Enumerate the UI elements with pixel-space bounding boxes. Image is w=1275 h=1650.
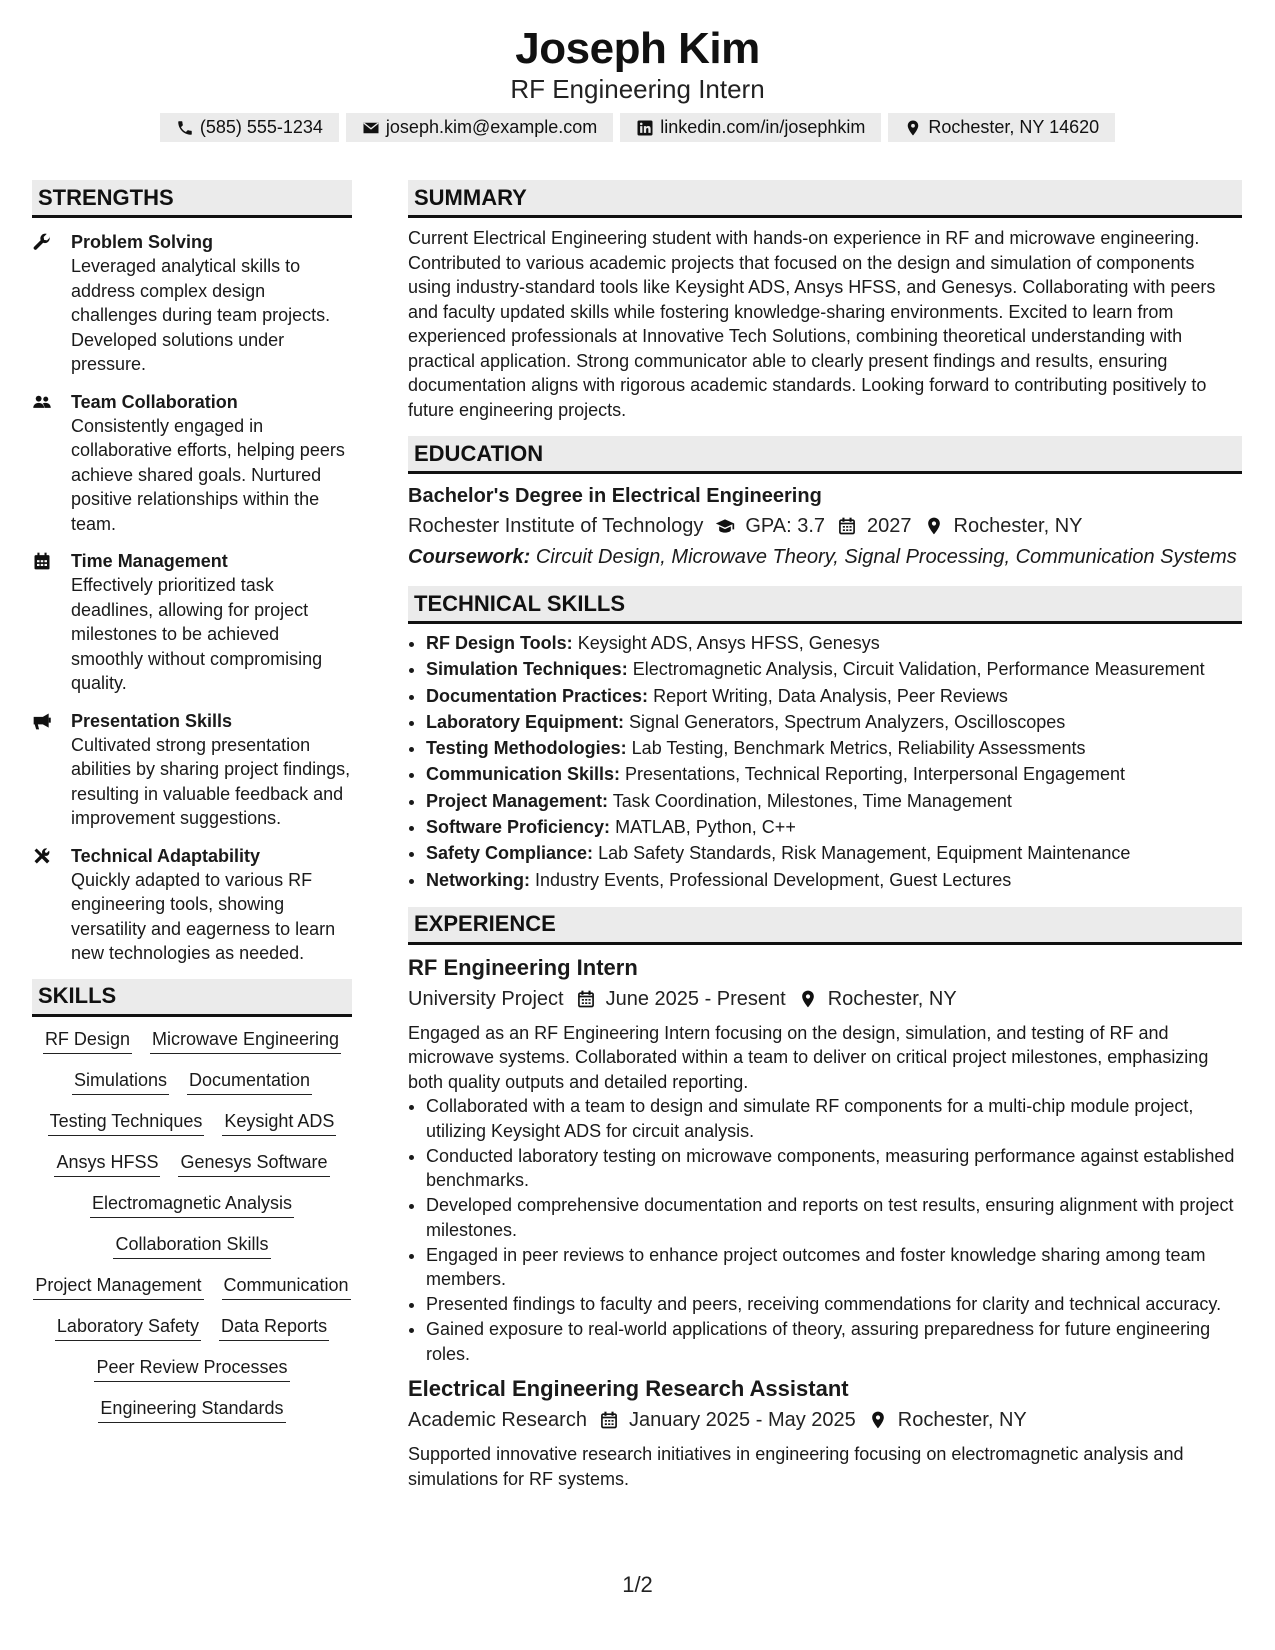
candidate-title: RF Engineering Intern <box>510 74 765 104</box>
phone-icon <box>176 119 194 137</box>
job-dates: January 2025 - May 2025 <box>628 1409 856 1432</box>
strength-item <box>32 709 352 831</box>
skill-label: Project Management: <box>426 790 609 811</box>
skill-label: Safety Compliance: <box>426 843 594 864</box>
location-contact <box>888 113 1115 142</box>
list-item <box>426 761 1242 787</box>
linkedin-contact[interactable] <box>620 113 881 142</box>
job-bullets <box>408 1094 1242 1366</box>
strength-item <box>32 390 352 537</box>
map-pin-icon <box>904 119 922 137</box>
strength-desc: Effectively prioritized task deadlines, allowing for project milestones to be achieved smoothly without compromising quality. <box>71 575 323 693</box>
list-item <box>426 656 1242 682</box>
skill-tag: Peer Review Processes <box>94 1355 289 1382</box>
linkedin-icon <box>636 119 654 137</box>
skill-value: Keysight ADS, Ansys HFSS, Genesys <box>577 633 880 653</box>
skill-value: Task Coordination, Milestones, Time Management <box>612 790 1012 811</box>
email-contact[interactable] <box>346 113 613 142</box>
skill-tag: Engineering Standards <box>98 1396 285 1423</box>
list-item: • Engaged in peer reviews to enhance project outcomes and foster knowledge sharing among team members. <box>426 1243 1242 1292</box>
skill-value: Electromagnetic Analysis, Circuit Validation, Performance Measurement <box>632 659 1205 680</box>
job-entry <box>408 1374 1242 1491</box>
phone-text: (585) 555-1234 <box>199 117 323 137</box>
education-location: Rochester, NY <box>953 515 1083 537</box>
skill-label: Software Proficiency: <box>426 817 611 838</box>
map-pin-icon <box>868 1410 888 1430</box>
strength-title: Problem Solving <box>71 232 214 252</box>
wrench-icon <box>32 230 71 377</box>
education-meta <box>408 510 1242 542</box>
strength-desc: Consistently engaged in collaborative efforts, helping peers achieve shared goals. Nurtured positive relationships within the team. <box>71 415 345 534</box>
skill-value: Report Writing, Data Analysis, Peer Reviews <box>653 685 1008 706</box>
education-heading: EDUCATION <box>408 436 1242 474</box>
skill-value: Lab Testing, Benchmark Metrics, Reliability Assessments <box>631 738 1086 759</box>
summary-heading: SUMMARY <box>408 180 1242 218</box>
page-number: 1/2 <box>622 1572 653 1597</box>
experience-heading: EXPERIENCE <box>408 907 1242 945</box>
list-item <box>426 788 1242 814</box>
linkedin-text: linkedin.com/in/josephkim <box>660 117 866 137</box>
strengths-heading: STRENGTHS <box>32 180 352 218</box>
job-title: Electrical Engineering Research Assistant <box>408 1376 849 1402</box>
list-item <box>426 867 1242 893</box>
job-location: Rochester, NY <box>897 1409 1027 1432</box>
strength-item <box>32 549 352 696</box>
degree-title: Bachelor's Degree in Electrical Engineering <box>408 485 822 507</box>
skill-label: Documentation Practices: <box>426 685 649 706</box>
school-name: Rochester Institute of Technology <box>408 515 704 537</box>
tools-icon <box>32 844 71 966</box>
coursework-list: Circuit Design, Microwave Theory, Signal Processing, Communication Systems <box>535 546 1237 568</box>
users-icon <box>32 390 71 537</box>
list-item: • Conducted laboratory testing on microwave components, measuring performance against established benchmarks. <box>426 1144 1242 1193</box>
skill-label: Communication Skills: <box>426 764 621 785</box>
skill-tag: Documentation <box>187 1068 312 1095</box>
skill-tag: Electromagnetic Analysis <box>90 1191 294 1218</box>
list-item: • Gained exposure to real-world applications of theory, assuring preparedness for future engineering roles. <box>426 1317 1242 1366</box>
job-title: RF Engineering Intern <box>408 954 638 980</box>
skill-value: MATLAB, Python, C++ <box>615 817 796 838</box>
technical-skills-list <box>408 630 1242 893</box>
job-description: Supported innovative research initiatives in engineering focusing on electromagnetic analysis and simulations for RF systems. <box>408 1444 1184 1489</box>
location-text: Rochester, NY 14620 <box>928 117 1100 137</box>
list-item: • Developed comprehensive documentation and reports on test results, ensuring alignment with project milestones. <box>426 1193 1242 1242</box>
strength-desc: Cultivated strong presentation abilities by sharing project findings, resulting in valuable feedback and improvement suggestions. <box>71 734 351 828</box>
skill-value: Signal Generators, Spectrum Analyzers, Oscilloscopes <box>629 711 1066 732</box>
strength-desc: Quickly adapted to various RF engineering tools, showing versatility and eagerness to learn new technologies as needed. <box>71 869 336 963</box>
skill-tag: Data Reports <box>219 1314 329 1341</box>
education-entry <box>408 482 1242 572</box>
candidate-name: Joseph Kim <box>515 24 760 73</box>
calendar-icon <box>32 549 71 696</box>
gpa-text: GPA: 3.7 <box>745 515 826 537</box>
job-description: Engaged as an RF Engineering Intern focusing on the design, simulation, and testing of RF and microwave systems. Collaborated within a team to deliver on critical project milestones, emphasizing both quality outputs and detailed reporting. <box>408 1022 1209 1092</box>
calendar-icon <box>576 989 596 1009</box>
technical-skills-heading: TECHNICAL SKILLS <box>408 586 1242 624</box>
job-org: Academic Research <box>408 1409 587 1432</box>
strength-title: Time Management <box>71 551 228 571</box>
skill-label: RF Design Tools: <box>426 633 573 653</box>
summary-text: Current Electrical Engineering student with hands-on experience in RF and microwave engineering. Contributed to various academic projects that focused on the design and simulation of components using industry-standard tools like Keysight ADS, Ansys HFSS, and Genesys. Collaborating with peers and faculty updated skills while fostering knowledge-sharing environments. Excited to learn from experienced professionals at Innovative Tech Solutions, combining theoretical understanding with practical application. Strong communicator able to clearly present findings and results, ensuring documentation aligns with rigorous academic standards. Looking forward to contributing positively to future engineering projects. <box>408 228 1216 420</box>
skill-tag: RF Design <box>43 1027 132 1054</box>
right-column <box>408 180 1242 1491</box>
list-item <box>426 840 1242 866</box>
strengths-list <box>32 230 352 966</box>
skill-tag: Microwave Engineering <box>150 1027 341 1054</box>
envelope-icon <box>362 119 380 137</box>
skill-tag: Genesys Software <box>178 1150 329 1177</box>
skills-heading: SKILLS <box>32 979 352 1017</box>
skill-tag: Simulations <box>72 1068 169 1095</box>
calendar-icon <box>599 1410 619 1430</box>
strength-item <box>32 844 352 966</box>
left-column <box>32 180 352 1423</box>
strength-title: Technical Adaptability <box>71 845 261 866</box>
calendar-icon <box>837 516 857 536</box>
skill-tag: Project Management <box>33 1273 203 1300</box>
skill-tag: Collaboration Skills <box>113 1232 270 1259</box>
skill-label: Simulation Techniques: <box>426 659 628 680</box>
coursework <box>408 542 1242 572</box>
list-item: • Collaborated with a team to design and simulate RF components for a multi-chip module project, utilizing Keysight ADS for circuit analysis. <box>426 1094 1242 1143</box>
job-location: Rochester, NY <box>827 987 957 1010</box>
job-meta <box>408 983 1242 1015</box>
skill-tag: Testing Techniques <box>48 1109 205 1136</box>
email-text: joseph.kim@example.com <box>385 117 598 137</box>
megaphone-icon <box>32 709 71 831</box>
phone-contact[interactable] <box>160 113 339 142</box>
graduation-cap-icon <box>715 516 735 536</box>
strength-item <box>32 230 352 377</box>
skill-tag: Ansys HFSS <box>54 1150 160 1177</box>
job-meta <box>408 1404 1242 1436</box>
skill-value: Presentations, Technical Reporting, Interpersonal Engagement <box>625 764 1126 785</box>
list-item <box>426 630 1242 656</box>
skills-tags <box>32 1027 352 1423</box>
list-item: • Presented findings to faculty and peers, receiving commendations for clarity and technical accuracy. <box>426 1292 1242 1317</box>
skill-value: Lab Safety Standards, Risk Management, Equipment Maintenance <box>598 843 1131 864</box>
job-entry <box>408 953 1242 1367</box>
list-item <box>426 709 1242 735</box>
skill-tag: Laboratory Safety <box>55 1314 201 1341</box>
list-item <box>426 814 1242 840</box>
strength-title: Team Collaboration <box>71 391 238 412</box>
list-item <box>426 683 1242 709</box>
strength-desc: Leveraged analytical skills to address complex design challenges during team projects. Developed solutions under pressure. <box>71 256 331 374</box>
map-pin-icon <box>924 516 944 536</box>
contact-bar <box>0 113 1275 142</box>
job-org: University Project <box>408 987 564 1010</box>
coursework-label: Coursework: <box>408 546 531 568</box>
skill-value: Industry Events, Professional Development, Guest Lectures <box>535 869 1012 890</box>
map-pin-icon <box>798 989 818 1009</box>
graduation-year: 2027 <box>867 515 912 537</box>
list-item <box>426 735 1242 761</box>
skill-label: Testing Methodologies: <box>426 738 627 759</box>
skill-label: Networking: <box>426 869 531 890</box>
job-dates: June 2025 - Present <box>605 987 786 1010</box>
skill-label: Laboratory Equipment: <box>426 711 625 732</box>
skill-tag: Keysight ADS <box>222 1109 336 1136</box>
strength-title: Presentation Skills <box>71 710 233 731</box>
skill-tag: Communication <box>222 1273 351 1300</box>
